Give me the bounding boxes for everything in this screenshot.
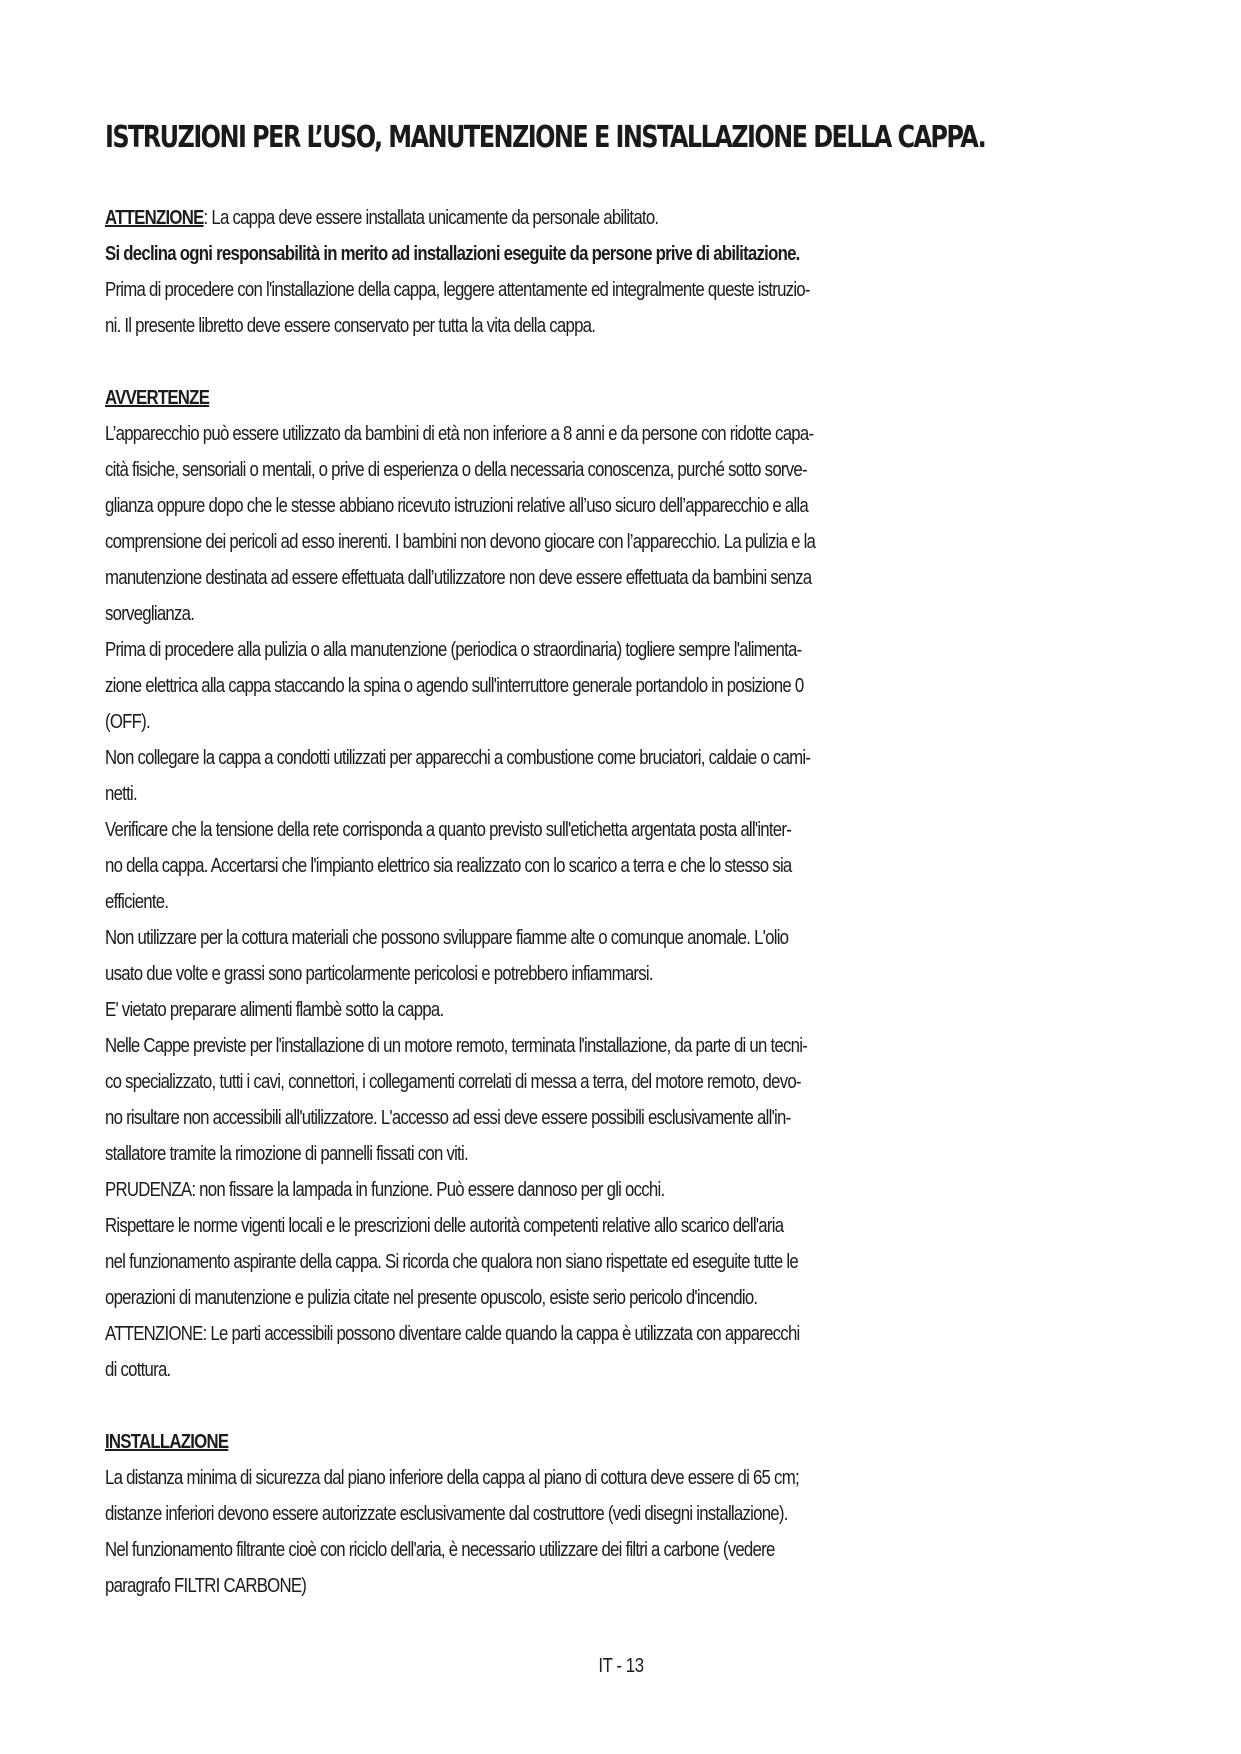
section-gap	[105, 1388, 1138, 1424]
warnings-line: co specializzato, tutti i cavi, connettori, i collegamenti correlati di messa a terra, del motore remoto, devo-	[105, 1071, 801, 1093]
disclaimer-line: Si declina ogni responsabilità in merito ad installazioni eseguite da persone prive di abilitazione.	[105, 243, 800, 265]
warnings-line: no risultare non accessibili all'utilizzatore. L'accesso ad essi deve essere possibili esclusivamente all'in-	[105, 1107, 791, 1129]
warnings-line: L’apparecchio può essere utilizzato da bambini di età non inferiore a 8 anni e da persone con ridotte capa-	[105, 423, 814, 445]
section-heading-installation: INSTALLAZIONE	[105, 1431, 229, 1453]
page-footer	[0, 1655, 1241, 1678]
attention-label: ATTENZIONE	[105, 207, 204, 229]
installation-line: La distanza minima di sicurezza dal piano inferiore della cappa al piano di cottura deve essere di 65 cm;	[105, 1467, 799, 1489]
warnings-line: netti.	[105, 783, 137, 805]
section-gap	[105, 344, 1138, 380]
attention-line	[105, 200, 1138, 236]
installation-line: distanze inferiori devono essere autorizzate esclusivamente dal costruttore (vedi disegni installazione).	[105, 1503, 788, 1525]
warnings-line: nel funzionamento aspirante della cappa. Si ricorda che qualora non siano rispettate ed eseguite tutte le	[105, 1251, 798, 1273]
section-heading-warnings: AVVERTENZE	[105, 387, 210, 409]
warnings-line: Verificare che la tensione della rete corrisponda a quanto previsto sull'etichetta argentata posta all'inter-	[105, 819, 792, 841]
page-number: IT - 13	[597, 1655, 644, 1677]
warnings-line: PRUDENZA: non fissare la lampada in funzione. Può essere dannoso per gli occhi.	[105, 1179, 665, 1201]
page-title: ISTRUZIONI PER L’USO, MANUTENZIONE E INSTALLAZIONE DELLA CAPPA.	[105, 120, 986, 155]
intro-line: Prima di procedere con l'installazione della cappa, leggere attentamente ed integralmente queste istruzio-	[105, 279, 810, 301]
warnings-line: zione elettrica alla cappa staccando la spina o agendo sull'interruttore generale portandolo in posizione 0	[105, 675, 804, 697]
warnings-line: stallatore tramite la rimozione di pannelli fissati con viti.	[105, 1143, 468, 1165]
warnings-line: sorveglianza.	[105, 603, 195, 625]
warnings-line: Non utilizzare per la cottura materiali che possono sviluppare fiamme alte o comunque anomale. L'olio	[105, 927, 789, 949]
warnings-line: no della cappa. Accertarsi che l'impianto elettrico sia realizzato con lo scarico a terra e che lo stesso sia	[105, 855, 792, 877]
installation-line: paragrafo FILTRI CARBONE)	[105, 1575, 307, 1597]
warnings-line: Non collegare la cappa a condotti utilizzati per apparecchi a combustione come bruciatori, caldaie o cami-	[105, 747, 811, 769]
attention-text: : La cappa deve essere installata unicamente da personale abilitato.	[203, 207, 659, 229]
installation-line: Nel funzionamento filtrante cioè con riciclo dell'aria, è necessario utilizzare dei filtri a carbone (vedere	[105, 1539, 775, 1561]
warnings-line: glianza oppure dopo che le stesse abbiano ricevuto istruzioni relative all’uso sicuro dell’apparecchio e alla	[105, 495, 809, 517]
warnings-line: comprensione dei pericoli ad esso inerenti. I bambini non devono giocare con l’apparecchio. La pulizia e la	[105, 531, 816, 553]
warnings-line: usato due volte e grassi sono particolarmente pericolosi e potrebbero infiammarsi.	[105, 963, 653, 985]
installation-paragraphs	[105, 1460, 1138, 1604]
warnings-line: Nelle Cappe previste per l'installazione di un motore remoto, terminata l'installazione, da parte di un tecni-	[105, 1035, 808, 1057]
warnings-line: cità fisiche, sensoriali o mentali, o prive di esperienza o della necessaria conoscenza, purché sotto sorve-	[105, 459, 807, 481]
document-page	[105, 118, 1145, 1604]
warnings-line: Rispettare le norme vigenti locali e le prescrizioni delle autorità competenti relative allo scarico dell'aria	[105, 1215, 784, 1237]
intro-line: ni. Il presente libretto deve essere conservato per tutta la vita della cappa.	[105, 315, 596, 337]
warnings-line: Prima di procedere alla pulizia o alla manutenzione (periodica o straordinaria) togliere sempre l'alimenta-	[105, 639, 802, 661]
warnings-line: E' vietato preparare alimenti flambè sotto la cappa.	[105, 999, 444, 1021]
body-text	[105, 200, 1138, 1604]
warnings-line: di cottura.	[105, 1359, 171, 1381]
warnings-line: efficiente.	[105, 891, 169, 913]
warnings-line: manutenzione destinata ad essere effettuata dall’utilizzatore non deve essere effettuata da bambini senza	[105, 567, 812, 589]
warnings-line: operazioni di manutenzione e pulizia citate nel presente opuscolo, esiste serio pericolo d'incendio.	[105, 1287, 758, 1309]
warnings-line: ATTENZIONE: Le parti accessibili possono diventare calde quando la cappa è utilizzata con apparecchi	[105, 1323, 800, 1345]
warnings-paragraphs	[105, 416, 1138, 1388]
warnings-line: (OFF).	[105, 711, 150, 733]
